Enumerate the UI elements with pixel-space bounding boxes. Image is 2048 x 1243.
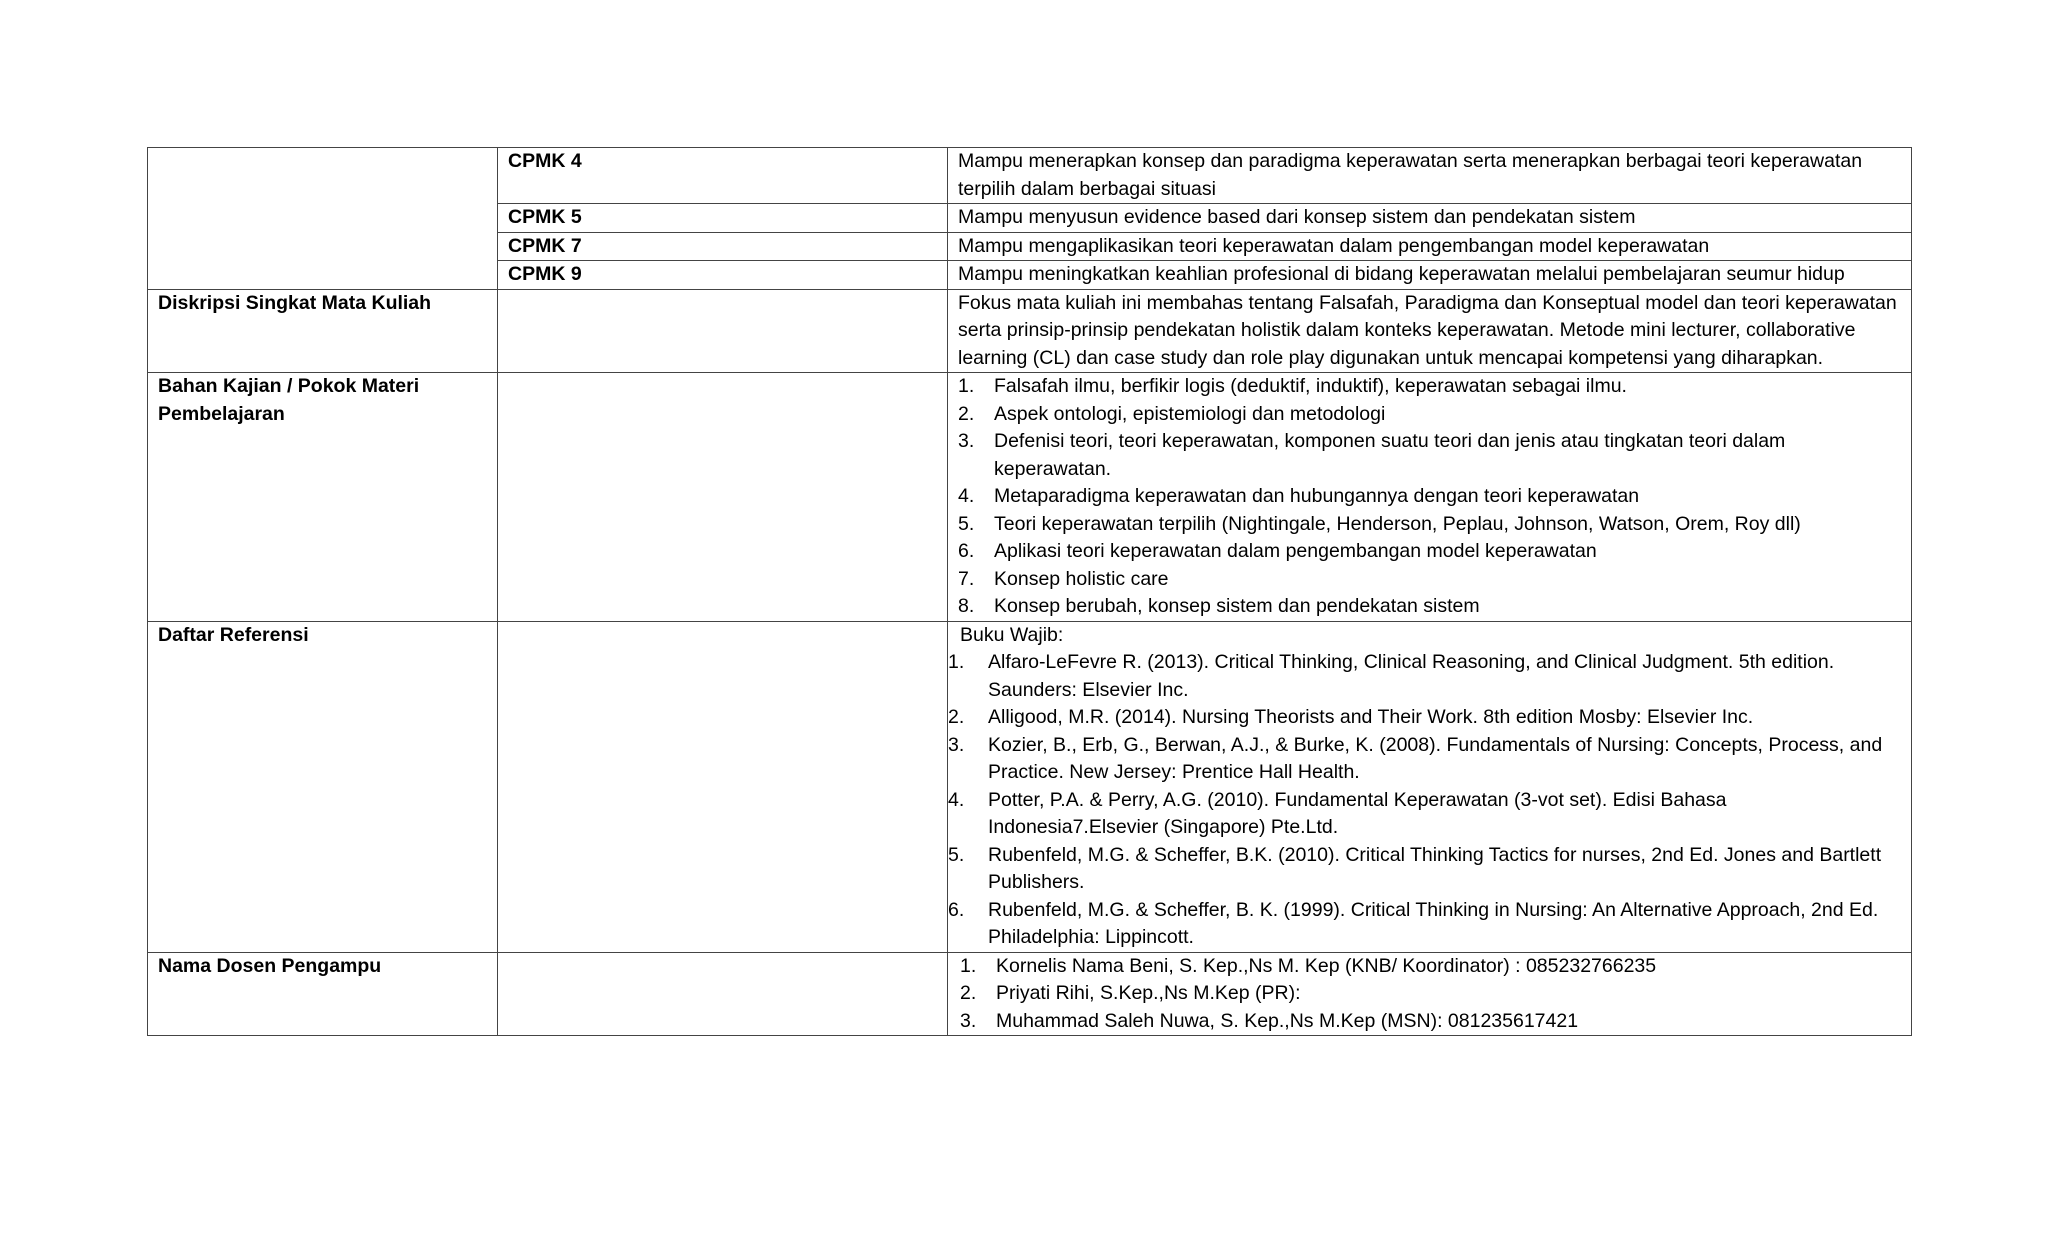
referensi-list [948, 649, 1901, 952]
bahan-kajian-list [958, 373, 1901, 621]
deskripsi-label: Diskripsi Singkat Mata Kuliah [148, 289, 498, 373]
empty-cell [498, 952, 948, 1036]
bahan-kajian-row [148, 373, 1912, 622]
referensi-label: Daftar Referensi [148, 621, 498, 952]
dosen-list [958, 953, 1901, 1036]
list-item: 6. Aplikasi teori keperawatan dalam pengembangan model keperawatan [958, 540, 1597, 562]
empty-cell [498, 373, 948, 622]
empty-cell [498, 289, 948, 373]
cpmk-label-cell [148, 148, 498, 290]
rps-table [147, 147, 1912, 1036]
list-item: 2. Alligood, M.R. (2014). Nursing Theorists and Their Work. 8th edition Mosby: Elsevier Inc. [948, 706, 1754, 728]
list-item: 5. Rubenfeld, M.G. & Scheffer, B.K. (2010). Critical Thinking Tactics for nurses, 2nd Ed. Jones and Bartlett Publishers. [948, 843, 1882, 893]
list-item: 4. Potter, P.A. & Perry, A.G. (2010). Fundamental Keperawatan (3-vot set). Edisi Bahasa Indonesia7.Elsevier (Singapore) Pte.Ltd. [948, 788, 1727, 838]
cpmk-code: CPMK 5 [498, 204, 948, 233]
dosen-label: Nama Dosen Pengampu [148, 952, 498, 1036]
deskripsi-row [148, 289, 1912, 373]
cpmk-description: Mampu menyusun evidence based dari konsep sistem dan pendekatan sistem [948, 204, 1912, 233]
cpmk-description: Mampu meningkatkan keahlian profesional di bidang keperawatan melalui pembelajaran seumur hidup [948, 261, 1912, 290]
dosen-cell [948, 952, 1912, 1036]
list-item: 2. Aspek ontologi, epistemiologi dan metodologi [958, 402, 1386, 425]
bahan-kajian-cell [948, 373, 1912, 622]
list-item: 3. Muhammad Saleh Nuwa, S. Kep.,Ns M.Kep (MSN): 081235617421 [960, 1009, 1579, 1032]
list-item: 1. Alfaro-LeFevre R. (2013). Critical Thinking, Clinical Reasoning, and Clinical Judgment. 5th edition. Saunders: Elsevier Inc. [948, 651, 1835, 701]
referensi-row [148, 621, 1912, 952]
list-item: 6. Rubenfeld, M.G. & Scheffer, B. K. (1999). Critical Thinking in Nursing: An Alternative Approach, 2nd Ed. Philadelphia: Lippincott. [948, 898, 1879, 948]
dosen-row [148, 952, 1912, 1036]
bahan-kajian-label: Bahan Kajian / Pokok Materi Pembelajaran [148, 373, 498, 622]
cpmk-description: Mampu mengaplikasikan teori keperawatan dalam pengembangan model keperawatan [948, 232, 1912, 261]
list-item: 1. Falsafah ilmu, berfikir logis (deduktif, induktif), keperawatan sebagai ilmu. [958, 375, 1627, 397]
cpmk-row [148, 148, 1912, 204]
list-item: 8. Konsep berubah, konsep sistem dan pendekatan sistem [958, 595, 1480, 617]
cpmk-code: CPMK 7 [498, 232, 948, 261]
list-item: 5. Teori keperawatan terpilih (Nightingale, Henderson, Peplau, Johnson, Watson, Orem, Roy dll) [958, 512, 1801, 535]
empty-cell [498, 621, 948, 952]
cpmk-code: CPMK 9 [498, 261, 948, 290]
cpmk-code: CPMK 4 [498, 148, 948, 204]
list-item: 7. Konsep holistic care [958, 567, 1169, 590]
referensi-cell [948, 621, 1912, 952]
referensi-heading: Buku Wajib: [960, 623, 1064, 646]
list-item: 1. Kornelis Nama Beni, S. Kep.,Ns M. Kep (KNB/ Koordinator) : 085232766235 [960, 954, 1657, 977]
list-item: 3. Defenisi teori, teori keperawatan, komponen suatu teori dan jenis atau tingkatan teori dalam keperawatan. [958, 430, 1786, 480]
deskripsi-text: Fokus mata kuliah ini membahas tentang Falsafah, Paradigma dan Konseptual model dan teori keperawatan serta prinsip-prinsip pendekatan holistik dalam konteks keperawatan. Metode mini lecturer, collaborative learning (CL) dan case study dan role play digunakan untuk mencapai kompetensi yang diharapkan. [948, 289, 1912, 373]
list-item: 3. Kozier, B., Erb, G., Berwan, A.J., & Burke, K. (2008). Fundamentals of Nursing: Concepts, Process, and Practice. New Jersey: Prentice Hall Health. [948, 733, 1883, 783]
list-item: 4. Metaparadigma keperawatan dan hubungannya dengan teori keperawatan [958, 485, 1640, 507]
list-item: 2. Priyati Rihi, S.Kep.,Ns M.Kep (PR): [960, 982, 1301, 1004]
cpmk-description: Mampu menerapkan konsep dan paradigma keperawatan serta menerapkan berbagai teori keperawatan terpilih dalam berbagai situasi [948, 148, 1912, 204]
